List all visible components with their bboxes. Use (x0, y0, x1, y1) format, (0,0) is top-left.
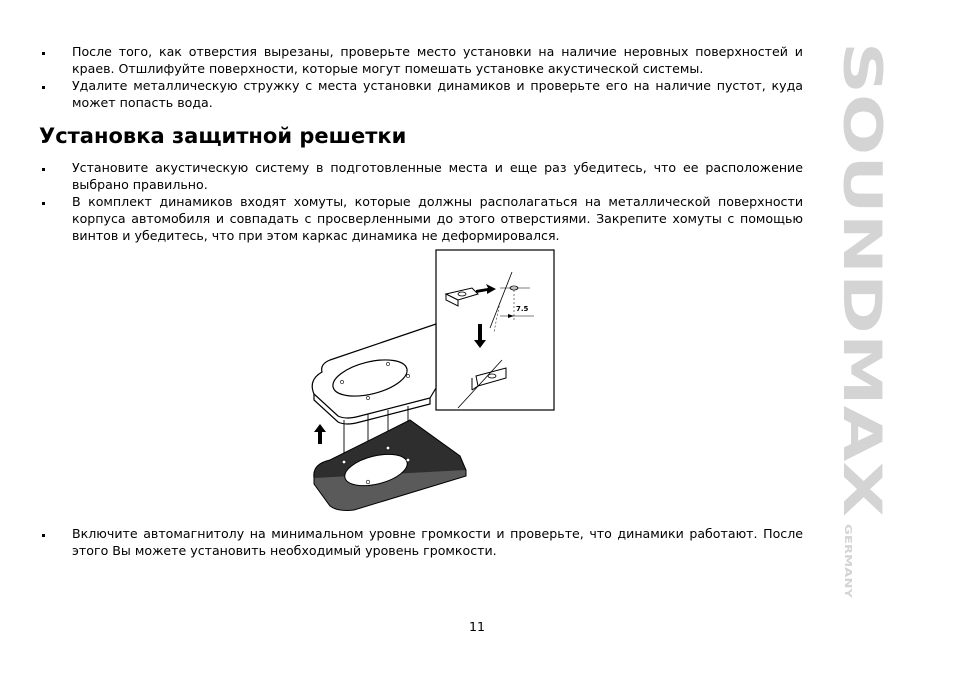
grille-installation-figure (300, 248, 560, 513)
page-content (39, 43, 803, 244)
final-bullet-list (39, 525, 803, 559)
page-number: 11 (468, 619, 486, 634)
bullet-item (39, 525, 803, 559)
brand-logo (831, 40, 892, 605)
bullet-text: Удалите металлическую стружку с места установки динамиков и проверьте его на наличие пустот, куда может попасть вода. (72, 78, 803, 110)
dimension-label: 7.5 (516, 305, 529, 313)
car-body-panel (314, 420, 466, 511)
bullet-text: Установите акустическую систему в подготовленные места и еще раз убедитесь, что ее расположение выбрано правильно. (72, 160, 803, 192)
intro-bullet-list (39, 43, 803, 111)
bullet-text: Включите автомагнитолу на минимальном уровне громкости и проверьте, что динамики работают. После этого Вы можете установить необходимый уровень громкости. (72, 526, 803, 558)
arrow-up-icon (314, 424, 326, 444)
brand-logo-svg (831, 40, 892, 605)
brand-tagline: GERMANY (842, 524, 853, 581)
final-bullet-container (39, 525, 803, 559)
detail-callout-box (436, 250, 554, 410)
section-heading: Установка защитной решетки (39, 124, 407, 148)
bullet-text: После того, как отверстия вырезаны, проверьте место установки на наличие неровных поверхностей и краев. Отшлифуйте поверхности, которые могут помешать установке акустической системы. (72, 44, 803, 76)
bullet-text: В комплект динамиков входят хомуты, которые должны располагаться на металлической поверхности корпуса автомобиля и совпадать с просверленными до этого отверстиями. Закрепите хомуты с помощью винтов и убедитесь, что при этом каркас динамика не деформировался. (72, 194, 803, 243)
section-bullet-list (39, 159, 803, 244)
bullet-item (39, 193, 803, 244)
bullet-item (39, 77, 803, 111)
grille-panel (312, 324, 436, 424)
figure-drawing (300, 248, 560, 513)
bullet-item (39, 43, 803, 77)
brand-name: SOUNDMAX (831, 42, 892, 392)
bullet-item (39, 159, 803, 193)
